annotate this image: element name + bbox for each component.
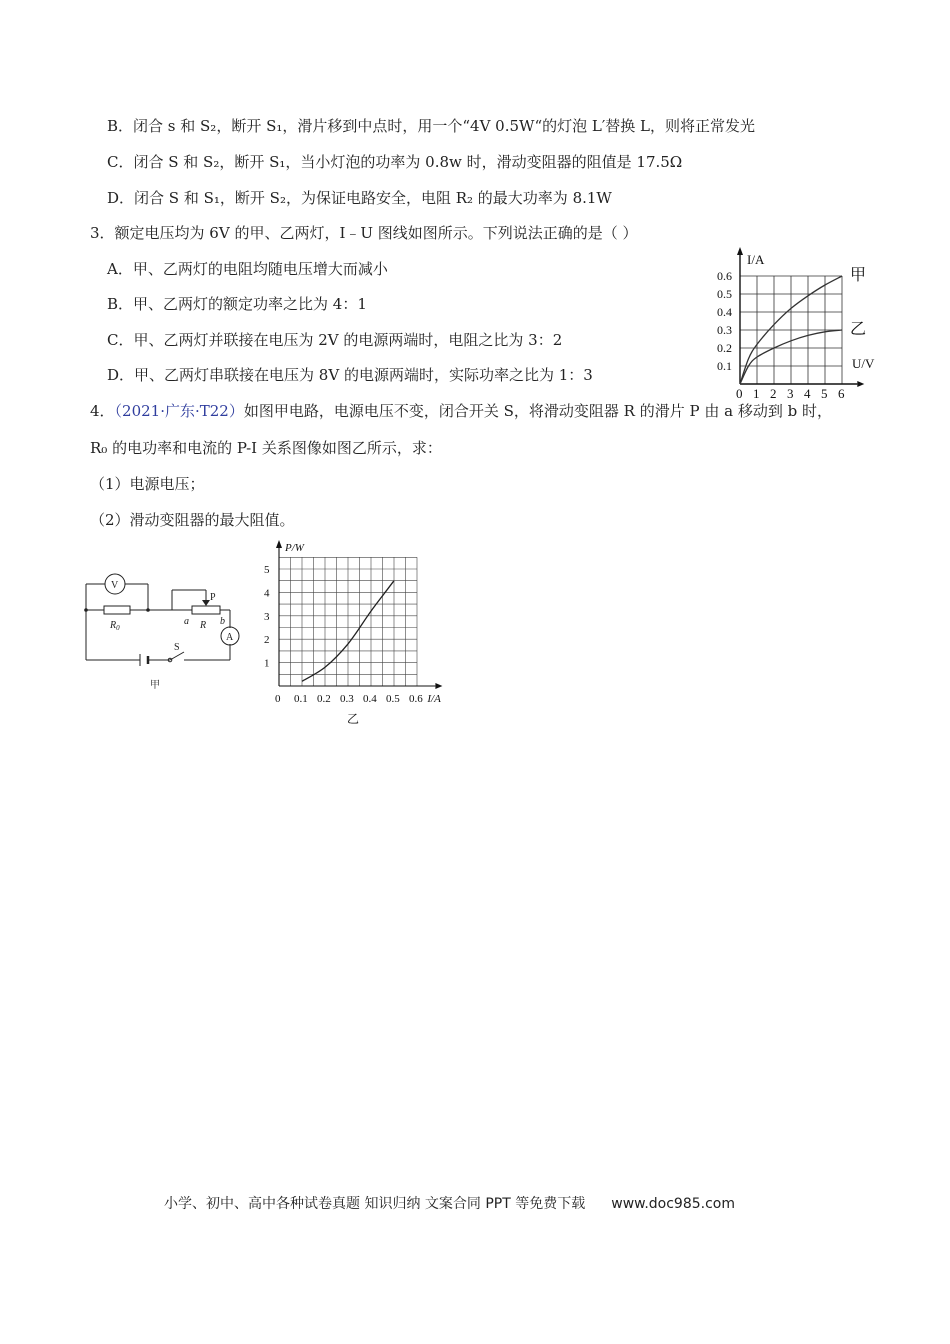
iu-y-axis-label: I/A	[747, 252, 765, 267]
footer-url: www.doc985.com	[611, 1196, 735, 1212]
pi-y-tick-label: 4	[264, 587, 270, 600]
pi-x-tick-label: 0.1	[294, 693, 308, 705]
q4-sub1: （1）电源电压；	[90, 475, 205, 493]
pi-x-tick-label: 0.3	[340, 693, 354, 705]
iu-x-arrow	[857, 381, 864, 387]
q2-option-b: B．闭合 s 和 S₂，断开 S₁，滑片移到中点时，用一个“4V 0.5W“的灯泡 L′替换 L，则将正常发光	[107, 117, 755, 135]
end-a-label: a	[184, 616, 189, 627]
pi-y-axis-label: P/W	[285, 542, 304, 554]
slider-label: P	[210, 592, 216, 603]
iu-y-tick-label: 0.3	[717, 323, 732, 337]
iu-y-tick-label: 0.6	[717, 269, 732, 283]
iu-y-arrow	[737, 247, 743, 255]
circuit-diagram	[80, 566, 250, 696]
q4-sub2: （2）滑动变阻器的最大阻值。	[90, 511, 295, 529]
pi-chart	[255, 537, 455, 732]
pi-chart-caption: 乙	[347, 712, 360, 726]
rheostat-label: R	[200, 620, 207, 631]
q3-option-d: D．甲、乙两灯串联接在电压为 8V 的电源两端时，实际功率之比为 1：3	[107, 366, 593, 384]
q3-option-a: A．甲、乙两灯的电阻均随电压增大而减小	[107, 260, 388, 278]
q3-option-b: B．甲、乙两灯的额定功率之比为 4：1	[107, 295, 367, 313]
q3-stem: 3．额定电压均为 6V 的甲、乙两灯，I﹣U 图线如图所示。下列说法正确的是（ ）	[90, 224, 638, 242]
iu-x-tick-label: 4	[804, 386, 811, 401]
circuit-caption: 甲	[150, 680, 160, 691]
iu-chart	[700, 244, 900, 404]
pi-x-tick-label: 0.4	[363, 693, 377, 705]
pi-x-axis-label: I/A	[427, 693, 441, 705]
switch-label: S	[174, 642, 180, 653]
footer	[164, 1193, 735, 1213]
iu-y-tick-label: 0.4	[717, 305, 732, 319]
pi-x-tick-label: 0.6	[409, 693, 423, 705]
pi-y-tick-label: 5	[264, 564, 270, 576]
pi-x-tick-label: 0.2	[317, 693, 331, 705]
iu-x-axis-label: U/V	[852, 356, 875, 371]
ammeter-label: A	[226, 632, 234, 643]
iu-x-tick-label: 2	[770, 386, 777, 401]
pi-x-arrow	[435, 683, 442, 689]
footer-text: 小学、初中、高中各种试卷真题 知识归纳 文案合同 PPT 等免费下载	[164, 1196, 586, 1212]
q4-source: （2021·广东·T22）	[114, 402, 244, 420]
iu-x-tick-label: 5	[821, 386, 828, 401]
pi-x-tick-label: 0	[275, 693, 281, 705]
q4-stem-line2: R₀ 的电功率和电流的 P-I 关系图像如图乙所示，求：	[90, 439, 442, 457]
iu-series-label: 甲	[850, 267, 867, 284]
iu-y-tick-label: 0.2	[717, 341, 732, 355]
pi-x-tick-label: 0.5	[386, 693, 400, 705]
iu-series-label: 乙	[850, 321, 867, 338]
q4-line1	[90, 401, 832, 421]
iu-y-tick-label: 0.1	[717, 359, 732, 373]
q2-option-c: C．闭合 S 和 S₂，断开 S₁，当小灯泡的功率为 0.8w 时，滑动变阻器的阻值是 17.5Ω	[107, 153, 683, 171]
q4-number: 4．	[90, 402, 115, 420]
pi-y-tick-label: 1	[264, 657, 270, 670]
pi-y-tick-label: 2	[264, 634, 270, 647]
iu-x-tick-label: 3	[787, 386, 794, 401]
r0-label: $R_0$	[110, 620, 120, 632]
iu-x-tick-label: 1	[753, 386, 760, 401]
voltmeter-label: V	[111, 580, 119, 591]
iu-y-tick-label: 0.5	[717, 287, 732, 301]
pi-y-tick-label: 3	[264, 610, 270, 623]
q4-stem-line1: 如图甲电路，电源电压不变，闭合开关 S，将滑动变阻器 R 的滑片 P 由 a 移动到 b 时，	[243, 402, 832, 420]
q3-option-c: C．甲、乙两灯并联接在电压为 2V 的电源两端时，电阻之比为 3：2	[107, 331, 563, 349]
pi-y-arrow	[276, 540, 282, 548]
end-b-label: b	[220, 616, 225, 627]
q2-option-d: D．闭合 S 和 S₁，断开 S₂，为保证电路安全，电阻 R₂ 的最大功率为 8.1W	[107, 189, 612, 207]
iu-x-tick-label: 6	[838, 386, 845, 401]
iu-x-tick-label: 0	[736, 386, 743, 401]
